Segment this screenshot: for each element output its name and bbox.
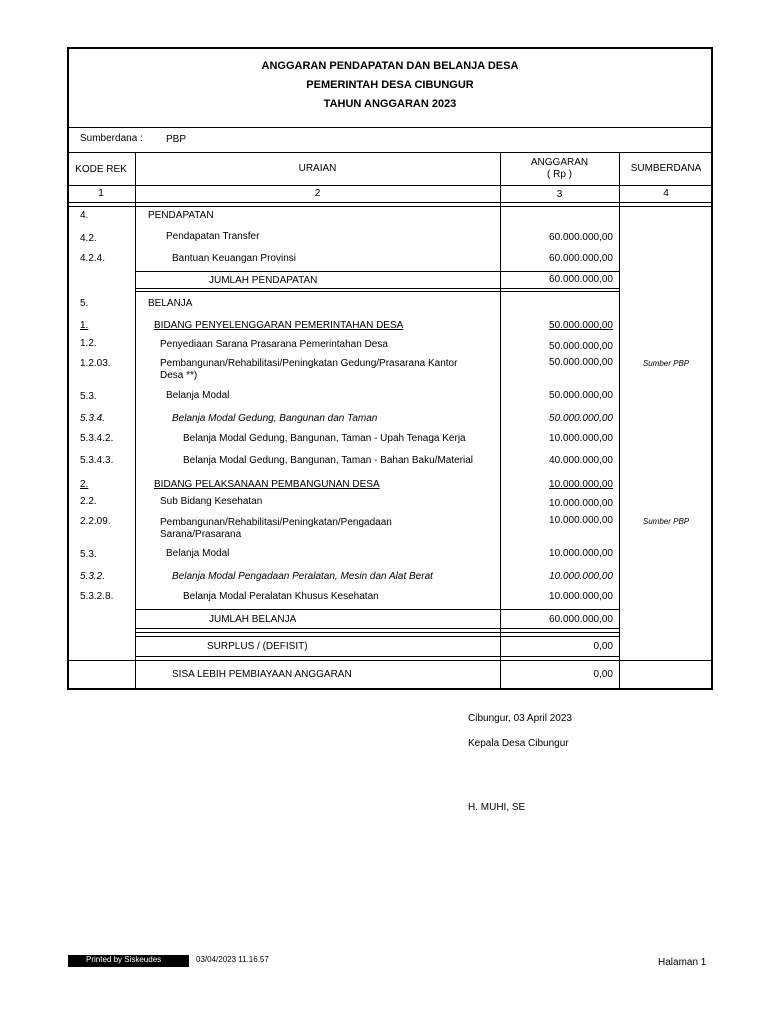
row-uraian: BIDANG PENYELENGGARAN PEMERINTAHAN DESA (154, 320, 404, 331)
col-header-sumberdana: SUMBERDANA (630, 163, 702, 174)
row-nilai: 50.000.000,00 (549, 320, 613, 331)
row-kode: 5.3.2.8. (80, 591, 114, 602)
row-sumber: Sumber PBP (642, 517, 690, 526)
row-kode: 5.3.2. (80, 571, 106, 582)
row-uraian: Belanja Modal Peralatan Khusus Kesehatan (183, 591, 379, 602)
row-kode: 5. (80, 298, 89, 309)
row-kode: 5.3.4.2. (80, 433, 114, 444)
col-header-anggaran-unit: ( Rp ) (547, 169, 572, 180)
row-nilai: 10.000.000,00 (549, 433, 613, 444)
rule (135, 271, 620, 272)
row-nilai: 10.000.000,00 (549, 498, 613, 509)
col-header-uraian: URAIAN (298, 163, 337, 174)
rule (67, 206, 713, 207)
col-number-3: 3 (556, 189, 563, 200)
row-nilai: 10.000.000,00 (549, 548, 613, 559)
total-belanja-value: 60.000.000,00 (549, 614, 613, 625)
signature-name: H. MUHI, SE (468, 802, 526, 813)
sumberdana-value: PBP (166, 134, 187, 145)
sumberdana-label: Sumberdana : (80, 133, 143, 144)
row-sumber: Sumber PBP (642, 359, 690, 368)
print-timestamp: 03/04/2023 11.16.57 (196, 955, 269, 964)
row-uraian: Sub Bidang Kesehatan (160, 496, 263, 507)
rule (135, 628, 620, 629)
row-uraian: BIDANG PELAKSANAAN PEMBANGUNAN DESA (154, 479, 380, 490)
row-uraian: Belanja Modal (166, 548, 230, 559)
rule (135, 656, 620, 657)
row-kode: 5.3.4. (80, 413, 106, 424)
row-kode: 2.2. (80, 496, 97, 507)
row-kode: 5.3.4.3. (80, 455, 114, 466)
rule (67, 202, 713, 203)
row-nilai: 10.000.000,00 (549, 571, 613, 582)
row-uraian: Belanja Modal (166, 390, 230, 401)
rule (135, 609, 620, 610)
rule (135, 632, 620, 633)
row-uraian: BELANJA (148, 298, 193, 309)
surplus-label: SURPLUS / (DEFISIT) (207, 641, 308, 652)
row-nilai: 10.000.000,00 (549, 479, 613, 490)
row-uraian-cont: Sarana/Prasarana (160, 529, 242, 540)
row-nilai: 50.000.000,00 (549, 413, 613, 424)
row-uraian: Belanja Modal Gedung, Bangunan dan Taman (172, 413, 378, 424)
doc-title-2: PEMERINTAH DESA CIBUNGUR (306, 79, 474, 91)
silpa-label: SISA LEBIH PEMBIAYAAN ANGGARAN (172, 669, 352, 680)
row-nilai: 10.000.000,00 (549, 515, 613, 526)
rule (135, 291, 620, 292)
total-belanja-label: JUMLAH BELANJA (209, 614, 297, 625)
row-nilai: 60.000.000,00 (549, 253, 613, 264)
rule (67, 660, 713, 661)
row-uraian: Penyediaan Sarana Prasarana Pemerintahan Desa (160, 339, 388, 350)
row-uraian: Belanja Modal Gedung, Bangunan, Taman - Bahan Baku/Material (183, 455, 474, 466)
row-nilai: 50.000.000,00 (549, 357, 613, 368)
column-divider (619, 152, 620, 689)
row-kode: 2.2.09. (80, 516, 111, 527)
row-uraian: Belanja Modal Gedung, Bangunan, Taman - Upah Tenaga Kerja (183, 433, 466, 444)
row-kode: 1.2.03. (80, 358, 111, 369)
col-header-anggaran: ANGGARAN (530, 157, 589, 168)
row-nilai: 50.000.000,00 (549, 341, 613, 352)
signature-position: Kepala Desa Cibungur (468, 738, 569, 749)
row-nilai: 50.000.000,00 (549, 390, 613, 401)
column-divider (135, 152, 136, 689)
row-kode: 2. (80, 479, 89, 490)
row-nilai: 60.000.000,00 (549, 232, 613, 243)
surplus-value: 0,00 (593, 641, 613, 652)
row-uraian: Pembangunan/Rehabilitasi/Peningkatan/Pengadaan (160, 517, 392, 528)
row-kode: 4.2.4. (80, 253, 106, 264)
rule (67, 127, 713, 128)
col-number-4: 4 (663, 188, 669, 199)
row-kode: 4. (80, 210, 89, 221)
rule (67, 185, 713, 186)
total-pendapatan-label: JUMLAH PENDAPATAN (209, 275, 318, 286)
row-kode: 1. (80, 320, 89, 331)
doc-title-3: TAHUN ANGGARAN 2023 (323, 98, 457, 110)
col-number-1: 1 (98, 188, 104, 199)
rule (135, 288, 620, 289)
col-number-2: 2 (314, 188, 321, 199)
row-uraian: Belanja Modal Pengadaan Peralatan, Mesin dan Alat Berat (172, 571, 433, 582)
silpa-value: 0,00 (593, 669, 613, 680)
row-kode: 5.3. (80, 391, 97, 402)
row-uraian: PENDAPATAN (148, 210, 214, 221)
rule (67, 152, 713, 153)
row-kode: 1.2. (80, 338, 97, 349)
row-nilai: 40.000.000,00 (549, 455, 613, 466)
row-uraian-cont: Desa **) (160, 370, 198, 381)
col-header-kode: KODE REK (75, 164, 127, 175)
rule (135, 636, 620, 637)
row-nilai: 10.000.000,00 (549, 591, 613, 602)
rule (67, 688, 713, 690)
signature-place-date: Cibungur, 03 April 2023 (468, 713, 572, 724)
printed-by-label: Printed by Siskeudes (86, 955, 162, 964)
page-number: Halaman 1 (658, 957, 707, 968)
doc-title-1: ANGGARAN PENDAPATAN DAN BELANJA DESA (261, 60, 519, 72)
row-kode: 5.3. (80, 549, 97, 560)
total-pendapatan-value: 60.000.000,00 (549, 274, 613, 285)
row-kode: 4.2. (80, 233, 97, 244)
row-uraian: Pembangunan/Rehabilitasi/Peningkatan Gedung/Prasarana Kantor (160, 358, 458, 369)
row-uraian: Pendapatan Transfer (166, 231, 260, 242)
row-uraian: Bantuan Keuangan Provinsi (172, 253, 296, 264)
